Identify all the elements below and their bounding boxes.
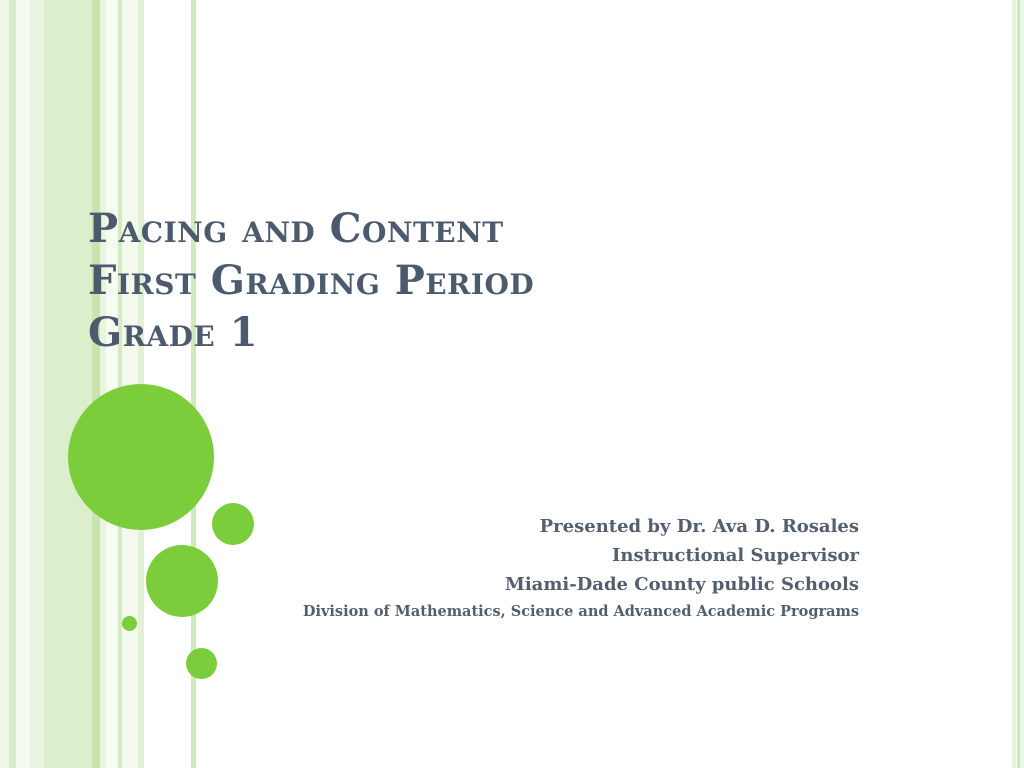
decor-stripe-right bbox=[1012, 0, 1016, 768]
decor-stripe bbox=[16, 0, 30, 768]
slide-subtitle bbox=[219, 512, 859, 624]
decor-stripe bbox=[44, 0, 92, 768]
decor-circle-large bbox=[68, 384, 214, 530]
role-line: Instructional Supervisor bbox=[611, 545, 859, 566]
division-line: Division of Mathematics, Science and Advanced Academic Programs bbox=[302, 603, 859, 620]
decor-stripe-right bbox=[1020, 0, 1024, 768]
organization-line: Miami-Dade County public Schools bbox=[504, 574, 859, 595]
decor-circle-tiny bbox=[122, 616, 137, 631]
decor-stripe bbox=[92, 0, 100, 768]
decor-circle-medium bbox=[146, 545, 218, 617]
decor-circle-small bbox=[186, 648, 217, 679]
presenter-line: Presented by Dr. Ava D. Rosales bbox=[539, 516, 859, 537]
decor-stripe bbox=[9, 0, 16, 768]
title-line: Grade 1 bbox=[88, 309, 259, 356]
decor-stripe bbox=[0, 0, 9, 768]
title-line: Pacing and Content bbox=[88, 205, 504, 252]
slide-title bbox=[88, 203, 848, 359]
decor-stripe bbox=[106, 0, 118, 768]
title-line: First Grading Period bbox=[88, 257, 535, 304]
decor-stripe bbox=[30, 0, 44, 768]
